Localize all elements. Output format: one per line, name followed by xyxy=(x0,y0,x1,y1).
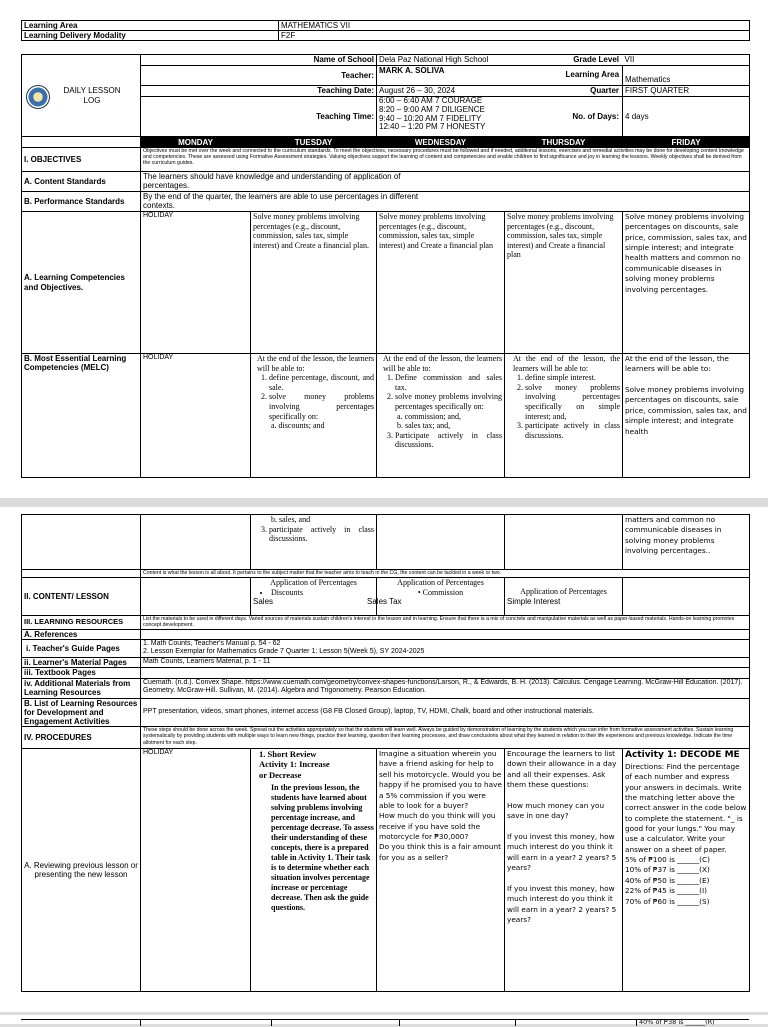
date-label: Teaching Date: xyxy=(141,86,377,97)
melc-label: B. Most Essential Learning Competencies (MELC) xyxy=(22,354,141,478)
school-label: Name of School xyxy=(141,55,377,66)
melc-cont-tuesday xyxy=(251,515,377,570)
melc-thursday-intro: At the end of the lesson, the learners will be able to: xyxy=(513,354,621,373)
content-monday xyxy=(141,578,251,616)
tb-label: iii. Textbook Pages xyxy=(22,668,141,678)
content-note-blank xyxy=(22,570,141,578)
competencies-wednesday: Solve money problems involving percentages (e.g., discount, commission, sales tax, simple interest) and Create a financial plan xyxy=(377,212,505,354)
day-thursday: THURSDAY xyxy=(505,137,623,148)
performance-standards-label: B. Performance Standards xyxy=(22,192,141,212)
review-friday-item: 70% of ₱60 is ______(S) xyxy=(625,896,710,906)
grade-cell xyxy=(573,55,750,66)
content-wednesday xyxy=(367,578,505,616)
header-table xyxy=(21,20,750,41)
teacher-value: MARK A. SOLIVA xyxy=(377,66,623,86)
content-thursday-title: Application of Percentages xyxy=(520,587,607,597)
competencies-label: A. Learning Competencies and Objectives. xyxy=(22,212,141,354)
content-friday xyxy=(623,578,750,616)
competencies-friday: Solve money problems involving percentages on discounts, sale price, commission, sales tax, and simple interest; and integrate health matters and common no communicable diseases in solving money problems involving percentages. xyxy=(623,212,750,354)
objectives-label: I. OBJECTIVES xyxy=(22,148,141,172)
melc-wednesday-sub: a. commission; and, xyxy=(397,411,462,421)
days-value: 4 days xyxy=(625,111,649,121)
melc-wednesday-item: 1. Define commission and sales tax. xyxy=(395,373,502,392)
melc-cont-friday: matters and common no communicable diseases in solving money problems involving percentages.. xyxy=(623,515,750,570)
melc-cont-monday xyxy=(141,515,251,570)
review-thursday: Encourage the learners to list down their allowance in a day and all their expenses. Ask them these questions: How much money can you save in one day? If you invest this money, how much interest do you think it will earn in a year? 2 years? 5 years? If you invest this money, how much interest do you think it will earn in a year? 2 years? 5 years? xyxy=(505,749,623,992)
content-label: II. CONTENT/ LESSON xyxy=(22,578,141,616)
time-value: 6:00 – 6:40 AM 7 COURAGE 8:20 – 9:00 AM 7 DILIGENCE 9:40 – 10:20 AM 7 FIDELITY 12:40 – 1:20 PM 7 HONESTY xyxy=(377,97,623,137)
melc-monday: HOLIDAY xyxy=(141,354,251,478)
quarter-value: FIRST QUARTER xyxy=(625,86,690,95)
melc-cont-wednesday xyxy=(377,515,505,570)
melc-thursday xyxy=(505,354,623,478)
review-friday xyxy=(623,749,750,992)
page-1 xyxy=(0,0,768,498)
tg-label: i. Teacher's Guide Pages xyxy=(22,640,141,658)
tb-value xyxy=(141,668,750,678)
content-note: Content is what the lesson is all about. It pertains to the subject matter that the teacher aims to teach in the CG, the content can be tackled in a week or two. xyxy=(141,570,750,578)
melc-cont-thursday xyxy=(505,515,623,570)
date-value: August 26 – 30, 2024 xyxy=(377,86,623,97)
content-thursday-extra: Simple Interest xyxy=(507,596,561,606)
review-tuesday-head: 1. Short Review Activity 1: Increase or Decrease xyxy=(259,749,330,780)
melc-tuesday xyxy=(251,354,377,478)
melc-thursday-item: 2. solve money problems involving percentages specifically on simple interest; and, xyxy=(525,383,620,421)
melc-tuesday-item: 1. define percentage, discount, and sale. xyxy=(269,373,374,392)
objectives-note: Objectives must be met over the week and connected to the curriculum standards. To meet the objectives, necessary procedures must be followed and if needed, additional lessons, exercises and remedial activities may be done for developing content knowledge and competencies. These are assessed using Formative Assessment strategies. Valuing objectives support the learning of content and competencies and enable children to find significance and joy in learning the lessons. Weekly objectives shall be derived from the curriculum guides. xyxy=(141,148,750,172)
procedures-note: These steps should be done across the week. Spread out the activities appropriately so that the students will learn well. Always be guided by demonstration of learning by the students which you can infer from formative assessment activities. Sustain learning systematically by providing students with multiple ways to learn new things, practice their learning, question their learning processes, and draw conclusions about what they learned in relation to their life experiences and previous knowledge. Indicate the time allotment for each step. xyxy=(141,727,750,749)
deped-seal-icon xyxy=(26,85,50,109)
review-friday-item: 10% of ₱37 is ______(X) xyxy=(625,865,710,875)
review-friday-head: Activity 1: DECODE ME xyxy=(625,750,740,761)
content-wednesday-title: Application of Percentages xyxy=(397,578,484,587)
competencies-monday: HOLIDAY xyxy=(141,212,251,354)
day-friday: FRIDAY xyxy=(623,137,750,148)
content-standards-label: A. Content Standards xyxy=(22,172,141,192)
lm-label: ii. Learner's Material Pages xyxy=(22,658,141,668)
melc-tuesday-item: 2. solve money problems involving percentages specifically on: xyxy=(269,392,374,421)
melc-tuesday-sub: a. discounts; and xyxy=(271,421,325,431)
page-3-table-edge xyxy=(21,1019,749,1026)
content-thursday xyxy=(505,578,623,616)
content-wednesday-extra: Sales Tax xyxy=(367,597,402,607)
dll-table xyxy=(21,54,750,478)
melc-wednesday xyxy=(377,354,505,478)
melc-wednesday-item: 3. Participate actively in class discussions. xyxy=(395,431,502,450)
review-monday: HOLIDAY xyxy=(141,749,251,992)
references-value xyxy=(141,630,750,640)
procedures-label: IV. PROCEDURES xyxy=(22,727,141,749)
lm-value: Math Counts, Learners Material, p. 1 - 11 xyxy=(141,658,750,668)
learning-area-value: MATHEMATICS VII xyxy=(279,21,750,31)
day-header-blank xyxy=(22,137,141,148)
page-2 xyxy=(0,507,768,1012)
day-tuesday: TUESDAY xyxy=(251,137,377,148)
content-wednesday-bullet: • Commission xyxy=(417,587,464,597)
page-3 xyxy=(0,1015,768,1024)
performance-standards-text: By the end of the quarter, the learners are able to use percentages in different contexts. xyxy=(141,192,750,212)
day-monday: MONDAY xyxy=(141,137,251,148)
melc-wednesday-item: 2. solve money problems involving percentages specifically on: xyxy=(395,392,502,411)
modality-label: Learning Delivery Modality xyxy=(22,31,279,41)
review-tuesday xyxy=(251,749,377,992)
review-tuesday-body: In the previous lesson, the students have learned about solving problems involving percentage increase, and percentage decrease. To assess their understanding of these concepts, there is a prepared table in Activity 1. Their task is to determine whether each situation involves percentage increase or percentage decrease. Then ask the guide questions. xyxy=(271,782,374,912)
dll-title: DAILY LESSON LOG xyxy=(63,86,121,105)
dll-table-continued xyxy=(21,514,750,992)
resources-list-label: B. List of Learning Resources for Development and Engagement Activities xyxy=(22,698,141,727)
area-label: Learning Area xyxy=(565,70,620,79)
modality-value: F2F xyxy=(279,31,750,41)
day-wednesday: WEDNESDAY xyxy=(377,137,505,148)
additional-materials-value: Cuemath. (n.d.). Convex Shape. https://www.cuemath.com/geometry/convex-shapes-functions/Larson, R., & Edwards, B. H. (2013). Calculus. Cengage Learning. McGraw-Hill Education. (2017). Geometry. McGraw-Hill. Sullivan, M. (2014). Algebra and Trigonometry. Pearson Education. xyxy=(141,678,750,698)
page-3-friday-item: 40% of ₱38 is ______(R) xyxy=(639,1018,715,1026)
competencies-thursday: Solve money problems involving percentages (e.g., discount, commission, sales tax, simple interest) and Create a financial plan xyxy=(505,212,623,354)
review-friday-item: 5% of ₱100 is ______(C) xyxy=(625,855,710,865)
competencies-tuesday: Solve money problems involving percentages (e.g., discount, commission, sales tax, simple interest) and Create a financial plan. xyxy=(251,212,377,354)
tg-value: 1. Math Counts, Teacher's Manual p. 54 - 62 2. Lesson Exemplar for Mathematics Grade 7 Quarter 1: Lesson 5(Week 5), SY 2024-2025 xyxy=(141,640,750,658)
resources-note: List the materials to be used in different days. Varied sources of materials sustain children's interest in the lesson and in learning. Ensure that there is a mix of concrete and manipulative materials as well as paper-based materials. Hands-on learning promotes concept development. xyxy=(141,616,750,630)
resources-list-value: PPT presentation, videos, smart phones, internet access (G8 FB Closed Group), laptop, TV, HDMI, Chalk, board and other instructional materials. xyxy=(141,698,750,727)
melc-wednesday-sub: b. sales tax; and, xyxy=(397,421,451,431)
review-label: A. Reviewing previous lesson or presenting the new lesson xyxy=(22,749,141,992)
content-tuesday-title: Application of Percentages xyxy=(270,578,357,587)
review-friday-item: 22% of ₱45 is ______(I) xyxy=(625,886,708,896)
content-standards-text: The learners should have knowledge and understanding of application of percentages. xyxy=(141,172,750,192)
review-wednesday: Imagine a situation wherein you have a friend asking for help to sell his motorcycle. Would you be happy if he promised you to have a 5% commission if you were able to look for a buyer? How much do you think will you receive if you have sold the motorcycle for ₱30,000? Do you think this is a fair amount for you as a seller? xyxy=(377,749,505,992)
content-tuesday xyxy=(251,578,377,616)
quarter-cell xyxy=(590,86,750,97)
melc-thursday-item: 1. define simple interest. xyxy=(525,373,620,383)
references-label: A. References xyxy=(22,630,141,640)
additional-materials-label: iv. Additional Materials from Learning Resources xyxy=(22,678,141,698)
grade-value: VII xyxy=(624,55,635,64)
time-label: Teaching Time: xyxy=(141,97,377,137)
melc-cont-label xyxy=(22,515,141,570)
quarter-label: Quarter xyxy=(590,86,620,95)
resources-label: III. LEARNING RESOURCES xyxy=(22,616,141,630)
content-tuesday-extra: Sales xyxy=(253,597,274,607)
area-cell xyxy=(565,66,750,86)
school-value: Dela Paz National High School xyxy=(377,55,623,66)
content-tuesday-bullet: • Discounts xyxy=(271,588,374,598)
learning-area-label: Learning Area xyxy=(22,21,279,31)
melc-tuesday-intro: At the end of the lesson, the learners will be able to: xyxy=(257,354,375,373)
logo-cell xyxy=(22,55,141,137)
melc-cont-tuesday-sub: b. sales, and xyxy=(271,515,311,524)
teacher-label: Teacher: xyxy=(141,66,377,86)
grade-label: Grade Level xyxy=(573,55,620,64)
melc-thursday-item: 3. participate actively in class discussions. xyxy=(525,421,620,440)
melc-cont-tuesday-item: 3. participate actively in class discussions. xyxy=(269,525,374,544)
melc-friday: At the end of the lesson, the learners will be able to: Solve money problems involving percentages on discounts, sale price, commission, sales tax, and simple interest; and integrate health xyxy=(623,354,750,478)
area-value: Mathematics xyxy=(625,75,671,84)
melc-wednesday-intro: At the end of the lesson, the learners will be able to: xyxy=(383,354,503,373)
days-label: No. of Days: xyxy=(572,112,620,121)
review-friday-item: 40% of ₱50 is ______(E) xyxy=(625,875,710,885)
days-cell xyxy=(572,97,750,137)
review-friday-body: Directions: Find the percentage of each number and express your answers in decimals. Write the matching letter above the correct answer in the code below to complete the statement. "_ is good for your lungs." You may use a calculator. Write your answer on a sheet of paper. xyxy=(625,761,747,854)
